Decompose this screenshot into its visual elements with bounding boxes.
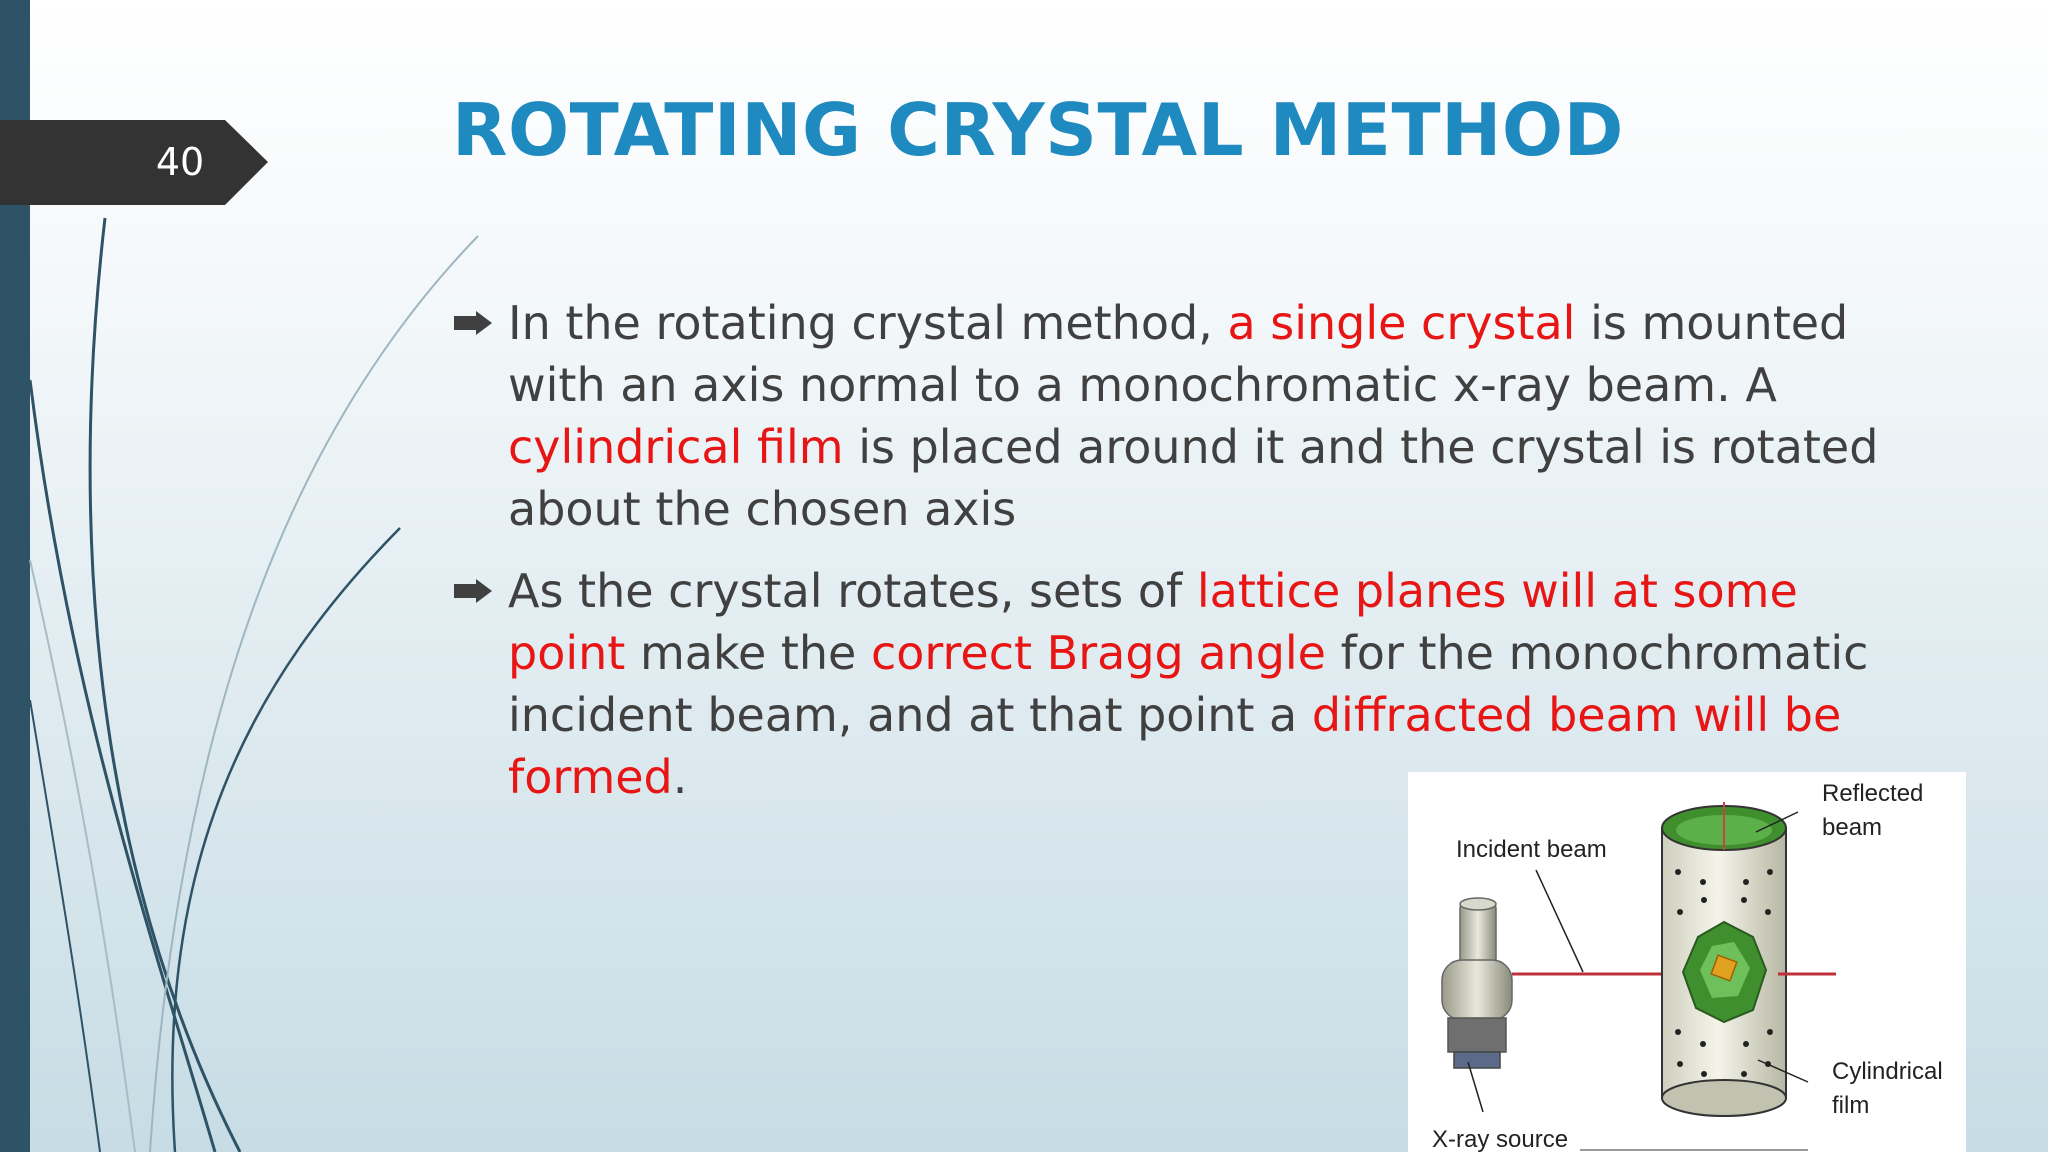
diagram-drawing xyxy=(1408,772,1966,1152)
cylindrical-film-label-2: film xyxy=(1832,1092,1870,1119)
bullet-text-segment: is mounted with an axis normal to a monochromatic x-ray beam. A xyxy=(508,296,1849,412)
xray-source-icon xyxy=(1442,898,1512,1068)
bullet-text-segment: for the monochromatic incident beam, and at that point a xyxy=(508,626,1869,742)
bullet-item xyxy=(452,560,1912,808)
bullet-text-segment: In the rotating crystal method, xyxy=(508,296,1228,350)
bullet-text-segment: . xyxy=(672,750,688,804)
highlighted-term: cylindrical film xyxy=(508,420,844,474)
slide-title: ROTATING CRYSTAL METHOD xyxy=(452,88,1624,172)
bullet-item xyxy=(452,292,1912,540)
bullet-text-segment: As the crystal rotates, sets of xyxy=(508,564,1197,618)
highlighted-term: diffracted beam will be formed xyxy=(508,688,1842,804)
bullet-list xyxy=(452,292,1912,828)
bullet-text-segment: is placed around it and the crystal is rotated about the chosen axis xyxy=(508,420,1879,536)
cylindrical-film-label: Cylindrical xyxy=(1832,1058,1943,1085)
highlighted-term: lattice planes will at some point xyxy=(508,564,1798,680)
incident-beam-label: Incident beam xyxy=(1456,836,1607,863)
highlighted-term: correct Bragg angle xyxy=(870,626,1326,680)
reflected-beam-label-2: beam xyxy=(1822,814,1883,841)
arrow-right-bullet-icon xyxy=(452,292,496,354)
arrow-right-bullet-icon xyxy=(452,560,496,622)
bullet-text-segment: make the xyxy=(625,626,871,680)
reflected-beam-label: Reflected xyxy=(1822,780,1924,807)
cylindrical-film-icon xyxy=(1662,802,1786,1116)
highlighted-term: a single crystal xyxy=(1227,296,1576,350)
slide-number: 40 xyxy=(155,140,205,184)
xray-source-label: X-ray source xyxy=(1432,1126,1569,1152)
rotating-crystal-diagram xyxy=(1408,772,1966,1152)
